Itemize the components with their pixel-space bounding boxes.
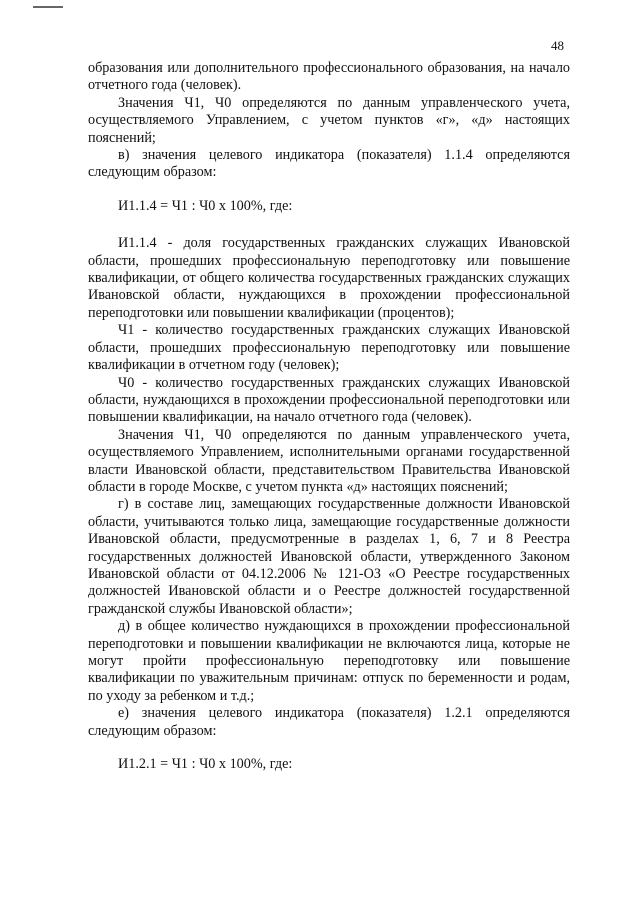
paragraph-item-d: д) в общее количество нуждающихся в прохождении профессиональной переподготовки и повышении квалификации не включаются лица, которые не могут пройти профессиональную переподготовку или повышение квалификации по уважительным причинам: отпуск по беременности и родам, по уходу за ребенком и т.д.; xyxy=(88,618,570,704)
paragraph-item-v: в) значения целевого индикатора (показателя) 1.1.4 определяются следующим образом: xyxy=(88,147,570,181)
paragraph-definition-ch1: Ч1 - количество государственных гражданских служащих Ивановской области, прошедших профессиональную переподготовку или повышение квалификации в отчетном году (человек); xyxy=(88,322,570,374)
paragraph-values-source: Значения Ч1, Ч0 определяются по данным управленческого учета, осуществляемого Управлением, с учетом пунктов «г», «д» настоящих пояснений; xyxy=(88,94,570,146)
formula-1-1-4: И1.1.4 = Ч1 : Ч0 х 100%, где: xyxy=(118,197,293,214)
paragraph-continuation: образования или дополнительного профессионального образования, на начало отчетного года (человек). xyxy=(88,60,570,94)
paragraph-item-e: е) значения целевого индикатора (показателя) 1.2.1 определяются следующим образом: xyxy=(88,705,570,739)
formula-1-2-1: И1.2.1 = Ч1 : Ч0 х 100%, где: xyxy=(118,756,293,773)
paragraph-definition-i114: И1.1.4 - доля государственных гражданских служащих Ивановской области, прошедших профессиональную переподготовку или повышение квалификации, от общего количества государственных гражданских служащих Ивановской области, нуждающихся в прохождении профессиональной переподготовки или повышении квалификации (процентов); xyxy=(88,235,570,321)
paragraph-definition-ch0: Ч0 - количество государственных гражданских служащих Ивановской области, нуждающихся в прохождении профессиональной переподготовки или повышении квалификации, на начало отчетного года (человек). xyxy=(88,374,570,426)
paragraph-values-source-2: Значения Ч1, Ч0 определяются по данным управленческого учета, осуществляемого Управлением, исполнительными органами государственной власти Ивановской области, представительством Правительства Ивановской области в городе Москве, с учетом пункта «д» настоящих пояснений; xyxy=(88,426,570,495)
top-scan-mark xyxy=(33,6,63,8)
document-body xyxy=(88,60,570,793)
page-number: 48 xyxy=(551,38,564,53)
paragraph-item-g: г) в составе лиц, замещающих государственные должности Ивановской области, учитываются только лица, замещающие государственные должности Ивановской области, предусмотренные в разделах 1, 6, 7 и 8 Реестра государственных должностей Ивановской области, утвержденного Законом Ивановской области от 04.12.2006 № 121-ОЗ «О Реестре государственных должностей Ивановской области и о Реестре должностей государственной гражданской службы Ивановской области»; xyxy=(88,496,570,617)
